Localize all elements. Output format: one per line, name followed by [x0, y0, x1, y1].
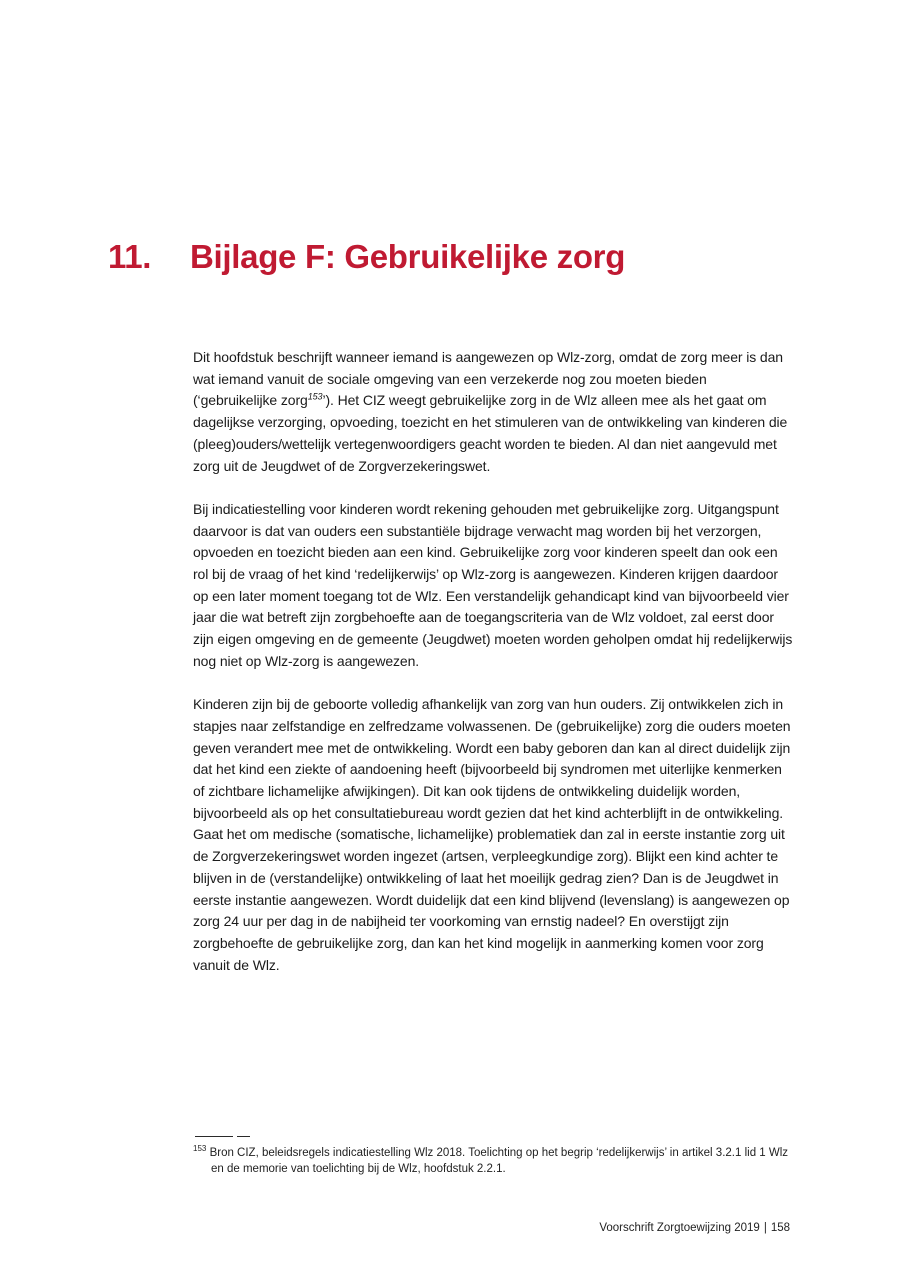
paragraph-1-text: Dit hoofdstuk beschrijft wanneer iemand is aangewezen op Wlz-zorg, omdat de zorg meer is dan wat iemand vanuit de sociale omgeving van een verzekerde nog zou moeten bieden (‘gebruikelijke zorg: [193, 349, 783, 409]
body-text: [193, 347, 793, 998]
footnote-separator-segment: [237, 1136, 250, 1137]
footnote-text: [193, 1146, 795, 1177]
footnote-body: Bron CIZ, beleidsregels indicatiestelling Wlz 2018. Toelichting op het begrip ‘redelijkerwijs’ in artikel 3.2.1 lid 1 Wlz en de memorie van toelichting bij de Wlz, hoofdstuk 2.2.1.: [209, 1147, 789, 1175]
footnote-separator-segment: [195, 1136, 233, 1137]
paragraph-1-text-continued: ’). Het CIZ weegt gebruikelijke zorg in de Wlz alleen mee als het gaat om dagelijkse verzorging, opvoeding, toezicht en het stimuleren van de ontwikkeling van kinderen die (pleeg)ouders/wettelijk vertegenwoordigers geacht worden te bieden. Al dan niet aangevuld met zorg uit de Jeugdwet of de Zorgverzekeringswet.: [193, 392, 788, 474]
paragraph-1: [193, 347, 793, 477]
chapter-number: 11.: [108, 238, 152, 275]
footnote-marker: 153: [193, 1144, 207, 1154]
footnote-area: [193, 1130, 795, 1177]
chapter-title: Bijlage F: Gebruikelijke zorg: [190, 238, 626, 275]
footnote-reference[interactable]: 153: [307, 391, 323, 402]
chapter-heading: [108, 238, 625, 276]
footer-doc-title: Voorschrift Zorgtoewijzing 2019: [599, 1222, 760, 1234]
paragraph-3: Kinderen zijn bij de geboorte volledig afhankelijk van zorg van hun ouders. Zij ontwikkelen zich in stapjes naar zelfstandige en zelfredzame volwassenen. De (gebruikelijke) zorg die ouders moeten geven verandert mee met de ontwikkeling. Wordt een baby geboren dan kan al direct duidelijk zijn dat het kind een ziekte of aandoening heeft (bijvoorbeeld bij syndromen met uiterlijke kenmerken of zichtbare lichamelijke afwijkingen). Dit kan ook tijdens de ontwikkeling duidelijk worden, bijvoorbeeld als op het consultatiebureau wordt gezien dat het kind achterblijft in de ontwikkeling. Gaat het om medische (somatische, lichamelijke) problematiek dan zal in eerste instantie zorg uit de Zorgverzekeringswet worden ingezet (artsen, verpleegkundige zorg). Blijkt een kind achter te blijven in de (verstandelijke) ontwikkeling of laat het moeilijk gedrag zien? Dan is de Jeugdwet in eerste instantie aangewezen. Wordt duidelijk dat een kind blijvend (levenslang) is aangewezen op zorg 24 uur per dag in de nabijheid ter voorkoming van ernstig nadeel? En overstijgt zijn zorgbehoefte de gebruikelijke zorg, dan kan het kind mogelijk in aanmerking komen voor zorg vanuit de Wlz.: [193, 696, 791, 973]
page-footer: [599, 1222, 790, 1234]
footer-separator: |: [763, 1222, 767, 1234]
footnote-separator: [193, 1130, 795, 1140]
footer-page-number: 158: [770, 1222, 790, 1234]
paragraph-2: Bij indicatiestelling voor kinderen wordt rekening gehouden met gebruikelijke zorg. Uitgangspunt daarvoor is dat van ouders een substantiële bijdrage verwacht mag worden bij het verzorgen, opvoeden en toezicht bieden aan een kind. Gebruikelijke zorg voor kinderen speelt dan ook een rol bij de vraag of het kind ‘redelijkerwijs’ op Wlz-zorg is aangewezen. Kinderen krijgen daardoor op een later moment toegang tot de Wlz. Een verstandelijk gehandicapt kind van bijvoorbeeld vier jaar die wat betreft zijn zorgbehoefte aan de toegangscriteria van de Wlz voldoet, zal eerst door zijn eigen omgeving en de gemeente (Jeugdwet) moeten worden geholpen omdat hij redelijkerwijs nog niet op Wlz-zorg is aangewezen.: [193, 500, 793, 669]
